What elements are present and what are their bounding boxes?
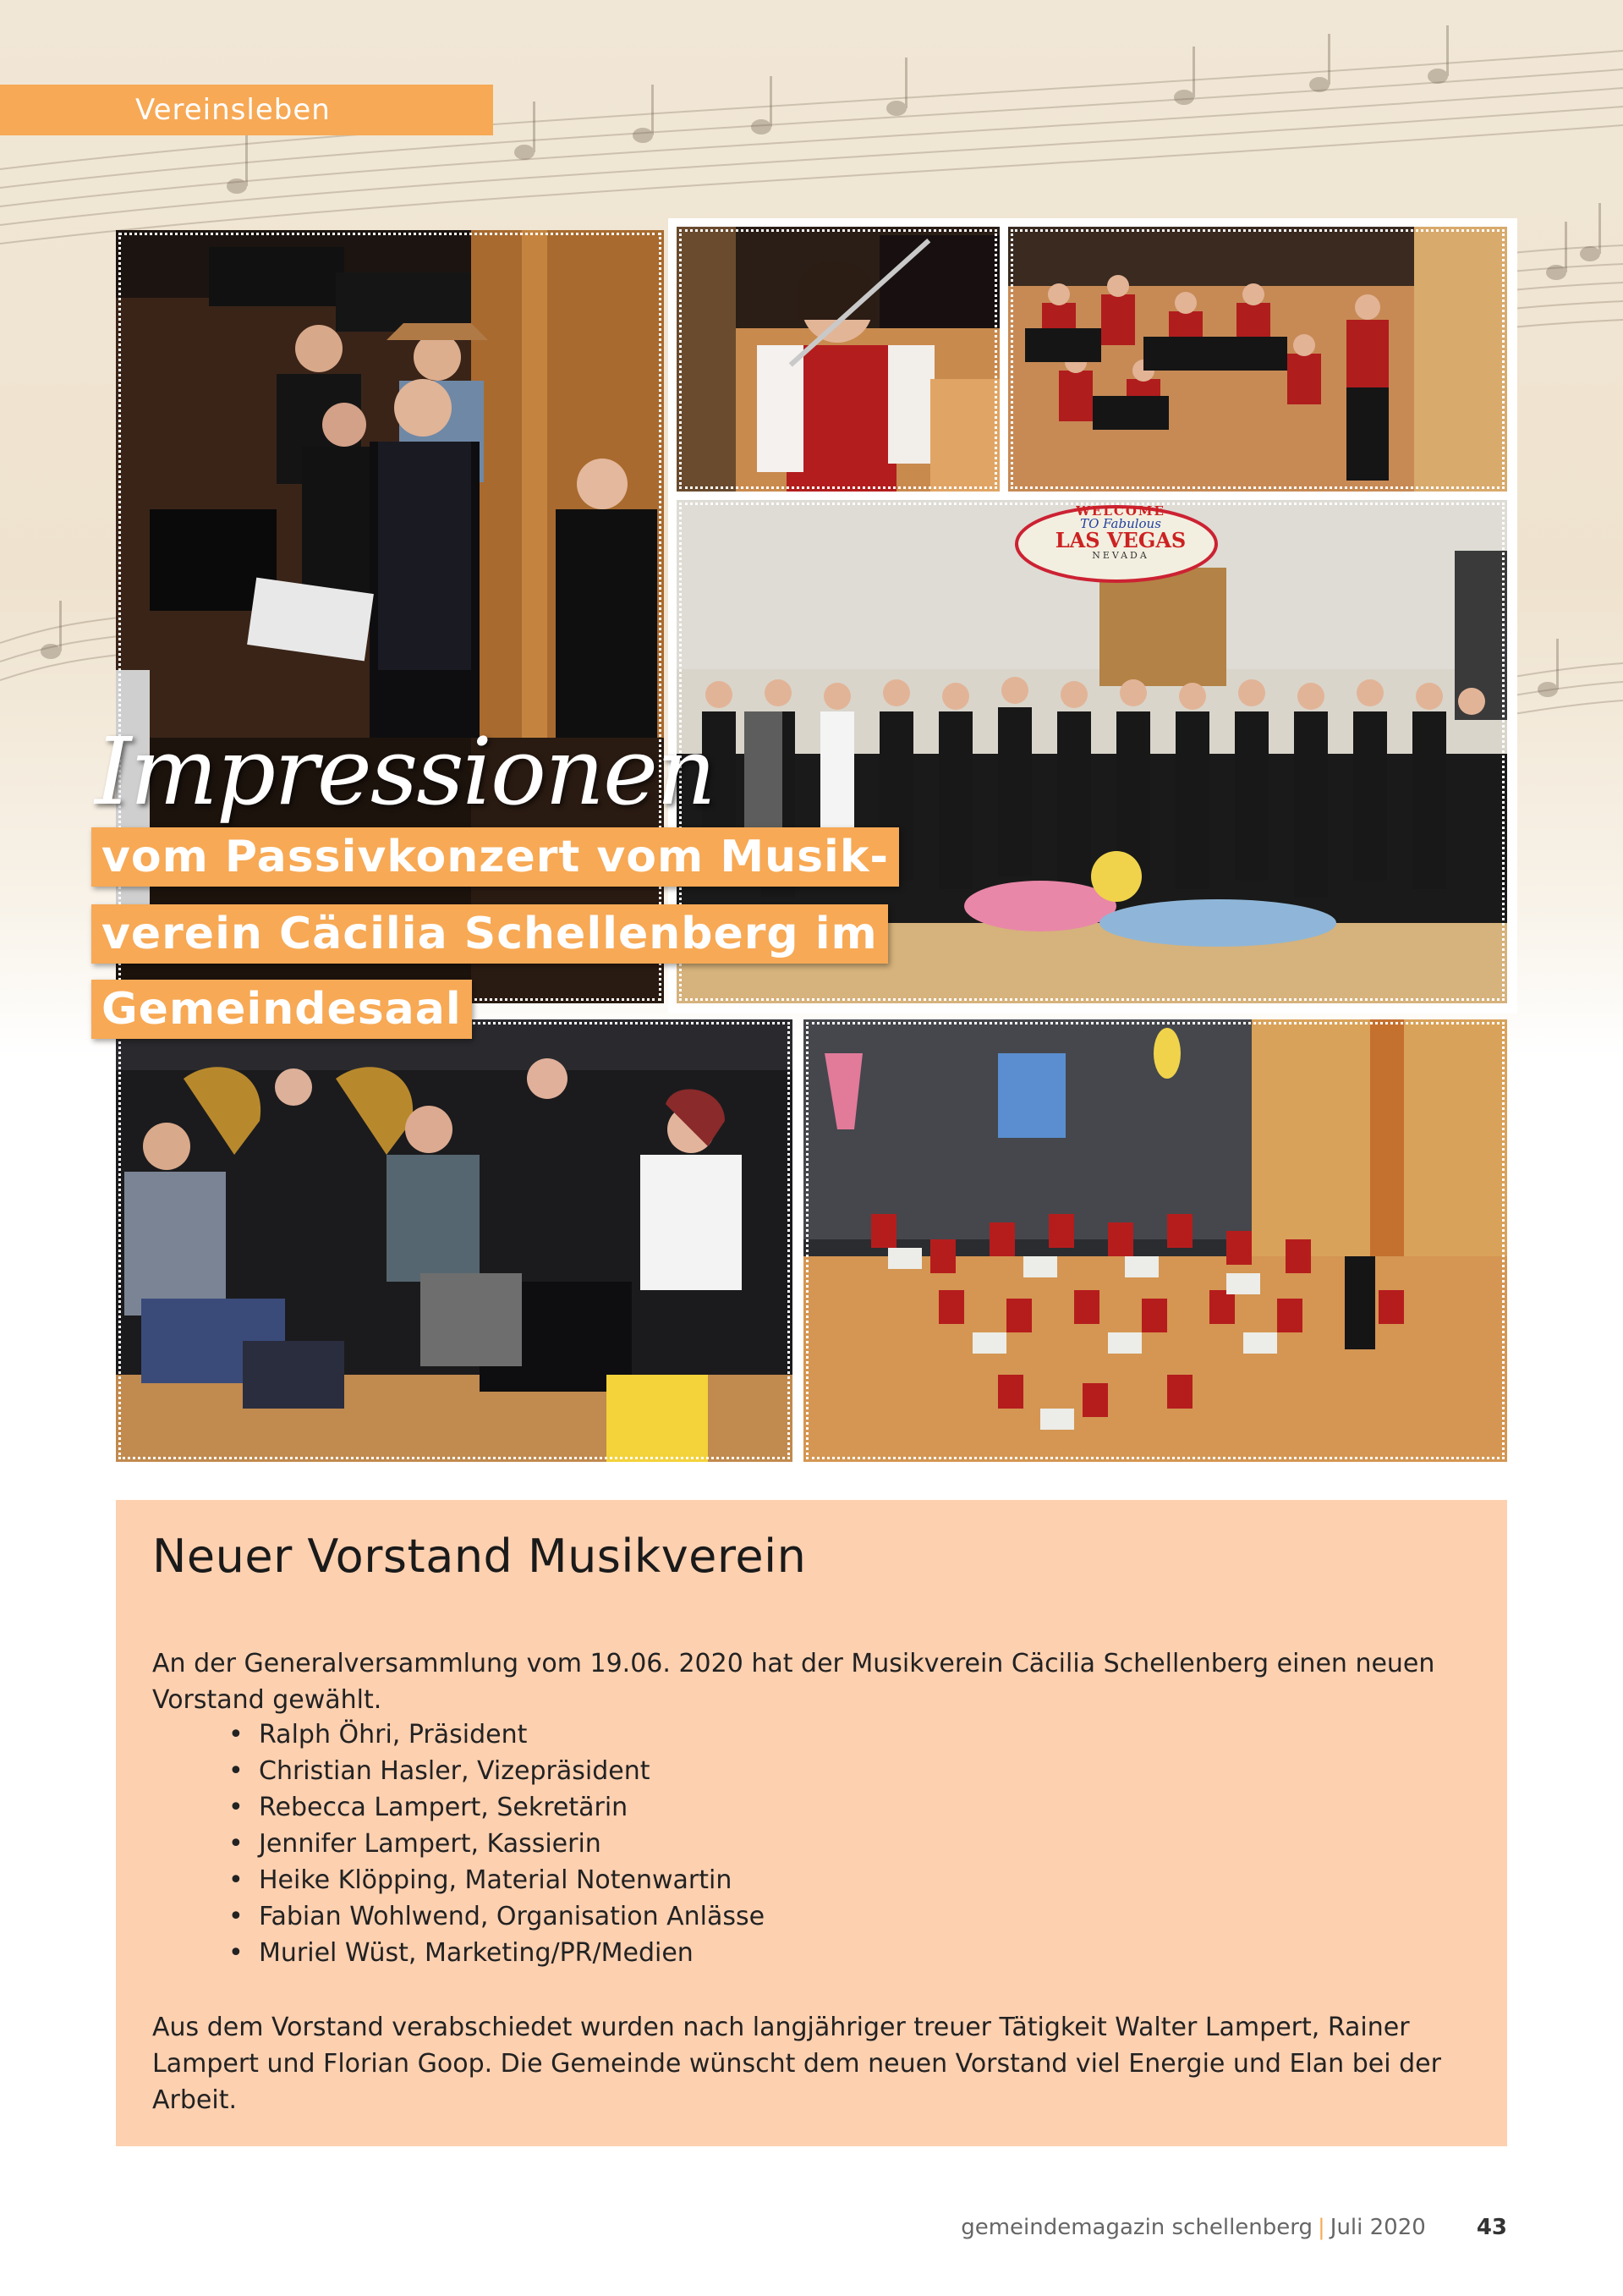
photo-musicians-sitting (116, 1019, 792, 1462)
feature-subtitle-line-3: Gemeindesaal (91, 980, 472, 1039)
page-number: 43 (1476, 2215, 1507, 2240)
member-list (228, 1717, 765, 1971)
sign-line-1: WELCOME (1076, 503, 1165, 519)
sign-line-2: TO Fabulous (1080, 516, 1161, 531)
article-intro: An der Generalversammlung vom 19.06. 2020 hat der Musikverein Cäcilia Schellenberg einen neuen Vorstand gewählt. (152, 1649, 1435, 1715)
feature-subtitle-line-1: vom Passivkonzert vom Musik- (91, 827, 899, 887)
list-item: • Rebecca Lampert, Sekretärin (228, 1789, 765, 1826)
list-item: • Muriel Wüst, Marketing/PR/Medien (228, 1935, 765, 1971)
footer-separator: | (1318, 2215, 1325, 2240)
feature-subtitle-line-2: verein Cäcilia Schellenberg im (91, 904, 888, 964)
issue-date: Juli 2020 (1330, 2215, 1426, 2240)
page-footer (961, 2215, 1507, 2240)
magazine-name: gemeindemagazin schellenberg (961, 2215, 1313, 2240)
article-closing: Aus dem Vorstand verabschiedet wurden nach langjähriger treuer Tätigkeit Walter Lampert, Rainer Lampert und Florian Goop. Die Gemeinde wünscht dem neuen Vorstand viel Energie und Elan bei der Arbeit. (152, 2013, 1441, 2115)
section-label: Vereinsleben (0, 85, 493, 135)
list-item: • Jennifer Lampert, Kassierin (228, 1826, 765, 1862)
photo-band-member-speaking (116, 230, 664, 1003)
photo-flute-player (677, 227, 1000, 492)
list-item: • Christian Hasler, Vizepräsident (228, 1753, 765, 1789)
photo-full-band-stage (803, 1019, 1507, 1462)
list-item: • Heike Klöpping, Material Notenwartin (228, 1862, 765, 1898)
sign-line-4: NEVADA (1092, 550, 1149, 561)
sign-line-3: LAS VEGAS (1055, 528, 1187, 552)
list-item: • Ralph Öhri, Präsident (228, 1717, 765, 1753)
list-item: • Fabian Wohlwend, Organisation Anlässe (228, 1898, 765, 1935)
photo-band-playing-conductor (1008, 227, 1507, 492)
las-vegas-sign (1021, 505, 1220, 560)
article-heading: Neuer Vorstand Musikverein (152, 1530, 807, 1583)
feature-title: Impressionen (95, 717, 715, 826)
article-box (116, 1500, 1507, 2146)
